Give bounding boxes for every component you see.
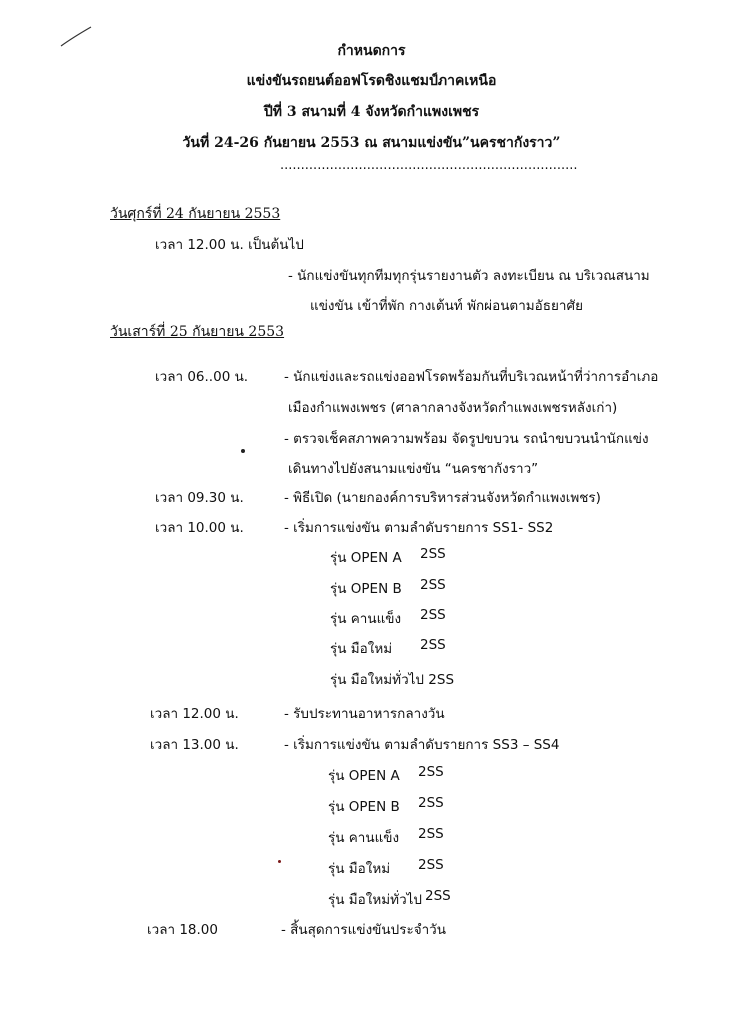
friday-detail-line2: แข่งขัน เข้าที่พัก กางเต้นท์ พักผ่อนตามอัธยาศัย — [310, 298, 583, 314]
afternoon-class-name: รุ่น มือใหม่ — [328, 861, 391, 877]
morning-class-ss: 2SS — [420, 546, 446, 562]
morning-class-name: รุ่น OPEN A — [330, 550, 402, 566]
afternoon-class-ss: 2SS — [418, 826, 444, 842]
item-1800: - สิ้นสุดการแข่งขันประจำวัน — [281, 922, 446, 938]
item-0930: - พิธีเปิด (นายกองค์การบริหารส่วนจังหวัดกำแพงเพชร) — [284, 490, 601, 506]
morning-class-ss: 2SS — [420, 607, 446, 623]
morning-class-ss: 2SS — [420, 577, 446, 593]
morning-class-name: รุ่น OPEN B — [330, 581, 402, 597]
item-1300: - เริ่มการแข่งขัน ตามลำดับรายการ SS3 – SS4 — [284, 737, 560, 753]
morning-class-name: รุ่น มือใหม่ทั่วไป 2SS — [330, 672, 455, 688]
time-1800: เวลา 18.00 — [147, 922, 218, 938]
friday-heading: วันศุกร์ที่ 24 กันยายน 2553 — [110, 206, 281, 222]
afternoon-class-ss: 2SS — [418, 857, 444, 873]
afternoon-class-name: รุ่น คานแข็ง — [328, 830, 400, 846]
afternoon-class-ss: 2SS — [418, 795, 444, 811]
item-0600-line2: เมืองกำแพงเพชร (ศาลากลางจังหวัดกำแพงเพชรหลังเก่า) — [288, 400, 618, 416]
ink-speck — [241, 449, 245, 453]
friday-detail-line1: - นักแข่งขันทุกทีมทุกรุ่นรายงานตัว ลงทะเบียน ณ บริเวณสนาม — [288, 268, 650, 284]
time-0930: เวลา 09.30 น. — [155, 490, 244, 506]
afternoon-class-ss: 2SS — [425, 888, 451, 904]
saturday-heading: วันเสาร์ที่ 25 กันยายน 2553 — [110, 324, 285, 340]
morning-class-ss: 2SS — [420, 637, 446, 653]
afternoon-class-ss: 2SS — [418, 764, 444, 780]
morning-class-name: รุ่น มือใหม่ — [330, 641, 393, 657]
header-divider: ........................................................................ — [280, 158, 578, 173]
afternoon-class-name: รุ่น OPEN A — [328, 768, 400, 784]
item-1200: - รับประทานอาหารกลางวัน — [284, 706, 445, 722]
friday-time: เวลา 12.00 น. เป็นต้นไป — [155, 237, 304, 253]
ink-speck — [278, 860, 281, 863]
item-0600-line3: - ตรวจเช็คสภาพความพร้อม จัดรูปขบวน รถนำขบวนนำนักแข่ง — [284, 431, 649, 447]
time-0600: เวลา 06..00 น. — [155, 369, 249, 385]
doc-title-season: ปีที่ 3 สนามที่ 4 จังหวัดกำแพงเพชร — [263, 104, 480, 120]
doc-title-event: แข่งขันรถยนต์ออฟโรดชิงแชมป์ภาคเหนือ — [246, 73, 497, 89]
item-0600-line1: - นักแข่งและรถแข่งออฟโรดพร้อมกันที่บริเวณหน้าที่ว่าการอำเภอ — [284, 369, 659, 385]
afternoon-class-name: รุ่น มือใหม่ทั่วไป — [328, 892, 423, 908]
time-1200: เวลา 12.00 น. — [150, 706, 239, 722]
item-1000: - เริ่มการแข่งขัน ตามลำดับรายการ SS1- SS2 — [284, 520, 554, 536]
morning-class-name: รุ่น คานแข็ง — [330, 611, 402, 627]
item-0600-line4: เดินทางไปยังสนามแข่งขัน “นครชากังราว” — [288, 461, 539, 477]
afternoon-class-name: รุ่น OPEN B — [328, 799, 400, 815]
time-1000: เวลา 10.00 น. — [155, 520, 244, 536]
time-1300: เวลา 13.00 น. — [150, 737, 239, 753]
doc-title-schedule: กำหนดการ — [337, 43, 406, 59]
doc-title-date-venue: วันที่ 24-26 กันยายน 2553 ณ สนามแข่งขัน”นครชากังราว” — [182, 135, 561, 151]
